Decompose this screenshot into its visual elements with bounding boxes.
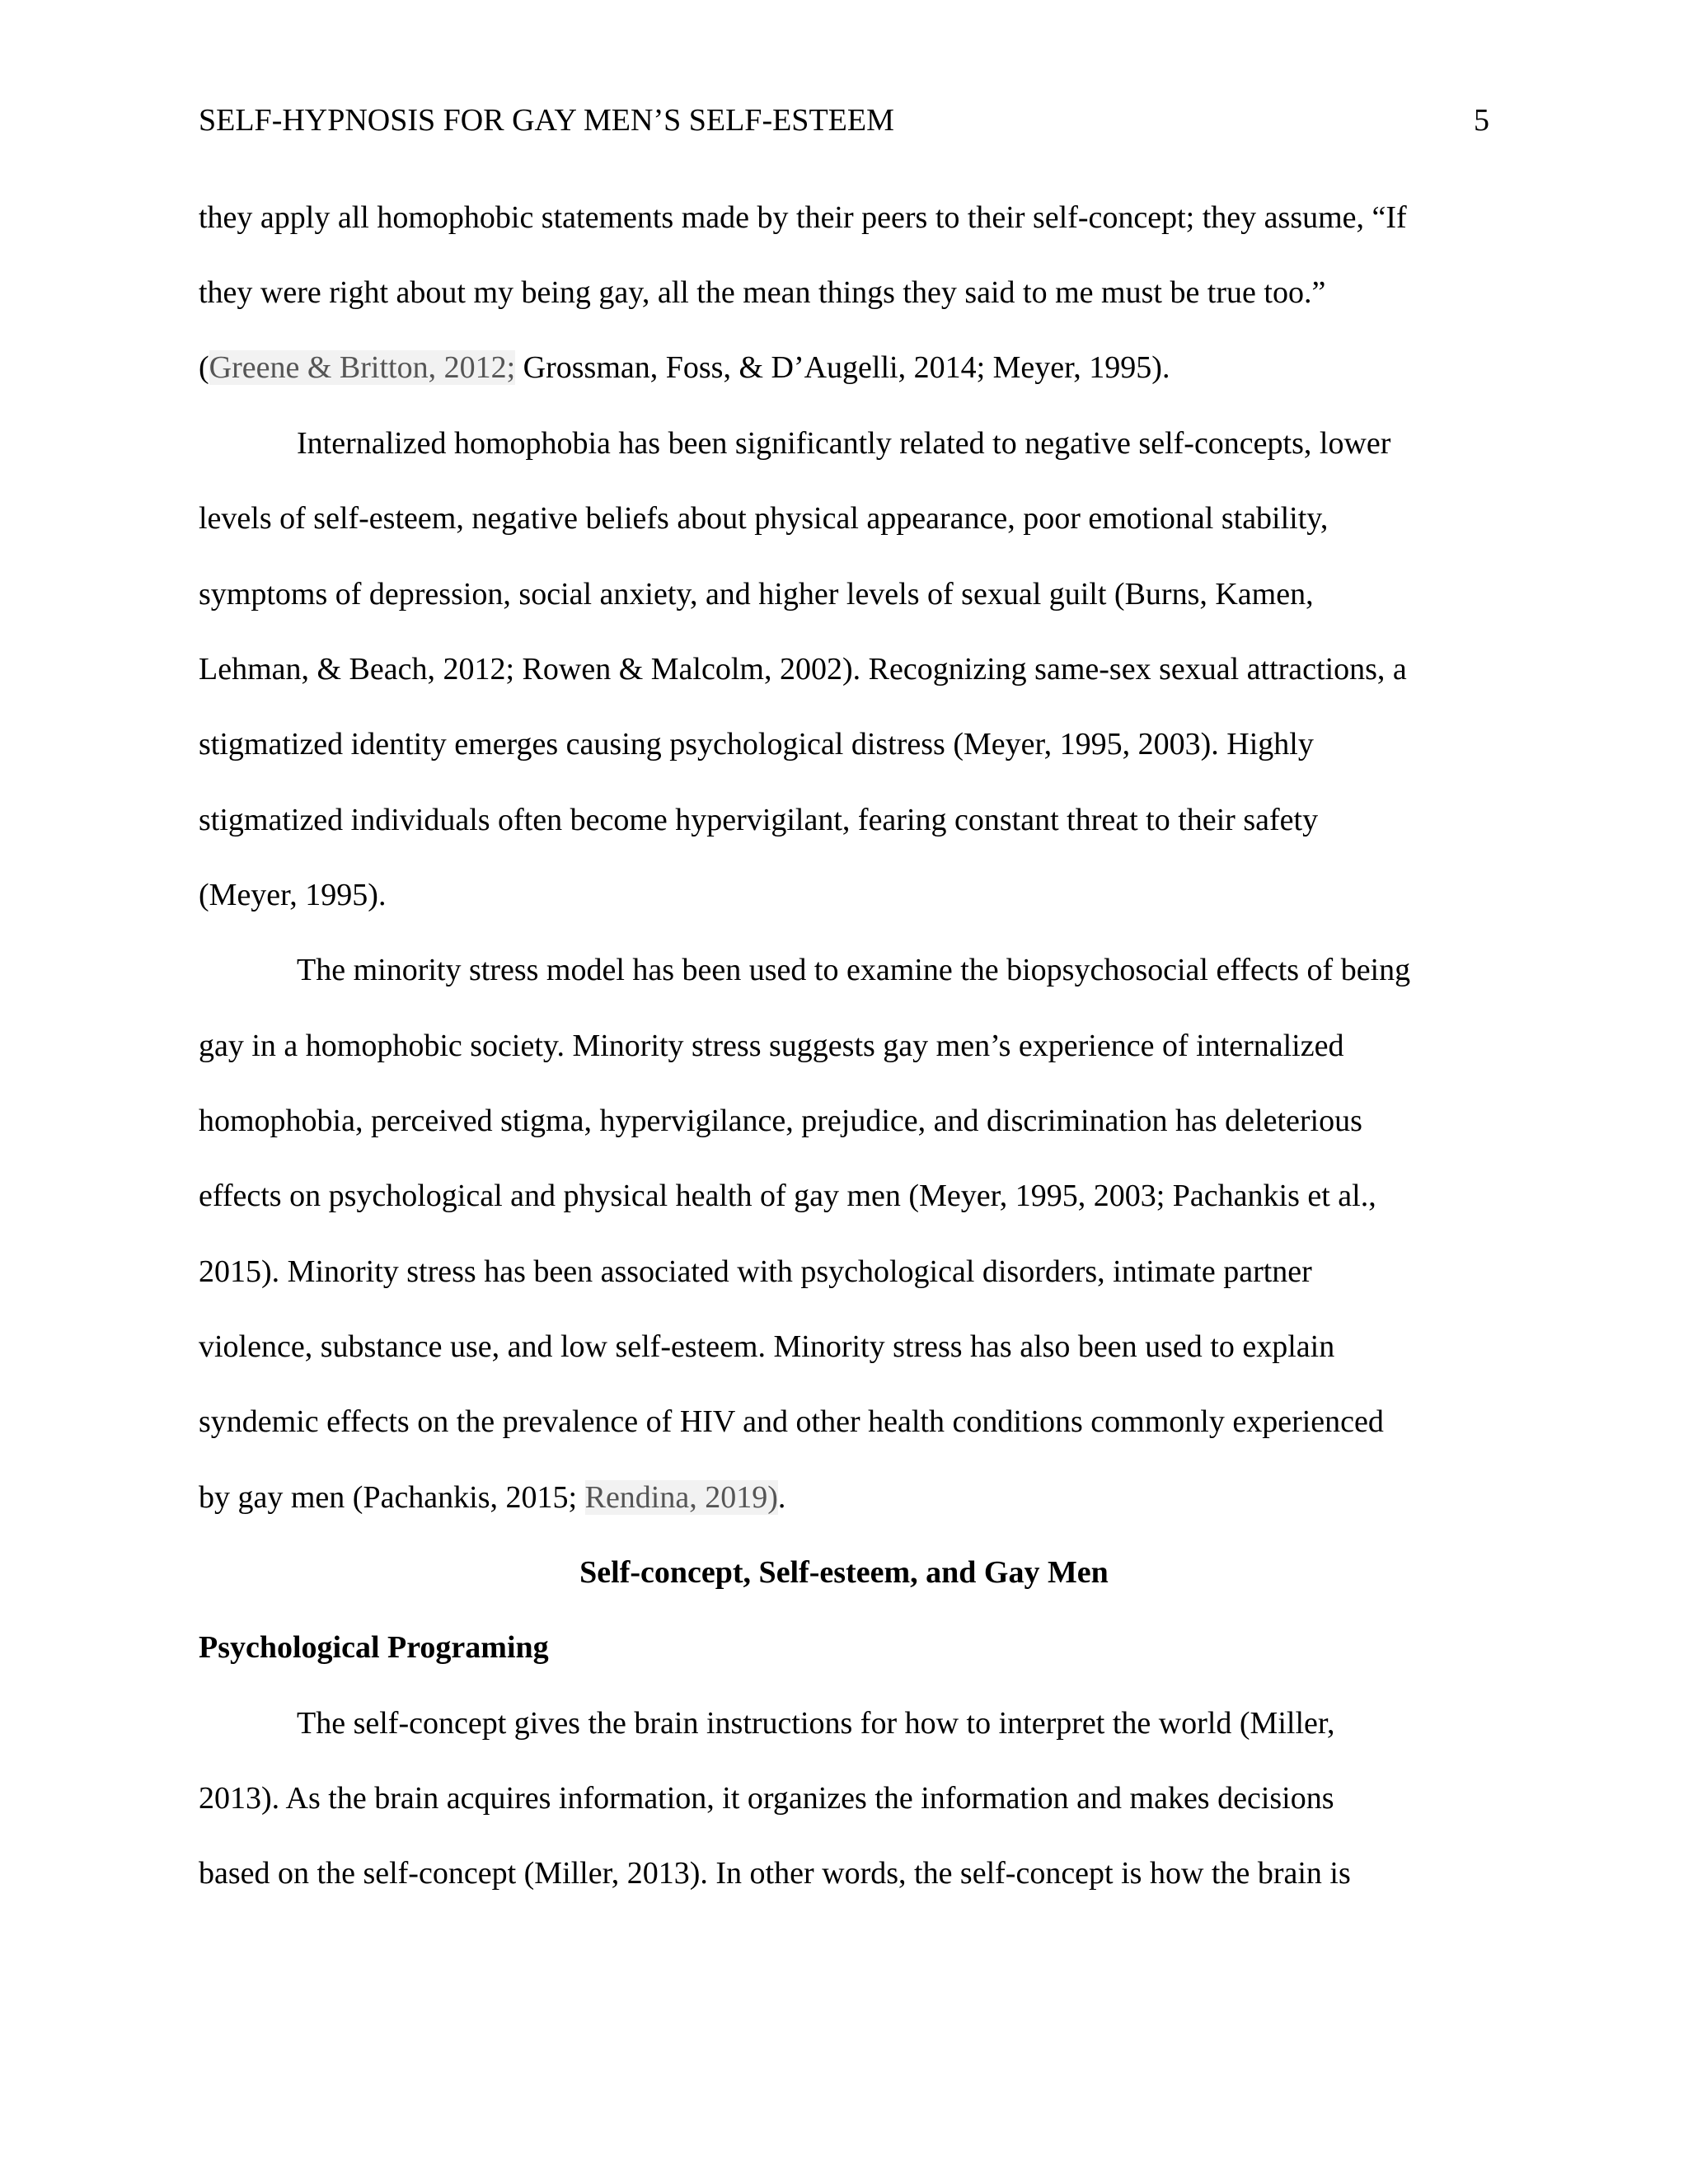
body-line-citation: [199, 1476, 785, 1519]
page-number: 5: [1474, 103, 1489, 138]
citation-rest: Grossman, Foss, & D’Augelli, 2014; Meyer, 1995).: [515, 350, 1170, 385]
paragraph-first-line: The minority stress model has been used to examine the biopsychosocial effects of being: [297, 953, 1411, 987]
citation-highlight: Rendina, 2019): [584, 1480, 778, 1515]
body-line-citation: [199, 346, 1170, 389]
running-head: [199, 99, 1489, 142]
citation-highlight: Greene & Britton, 2012;: [209, 350, 516, 385]
body-line: stigmatized identity emerges causing psychological distress (Meyer, 1995, 2003). Highly: [199, 727, 1314, 762]
body-line: violence, substance use, and low self-esteem. Minority stress has also been used to explain: [199, 1329, 1335, 1364]
body-line: 2013). As the brain acquires information, it organizes the information and makes decisions: [199, 1781, 1334, 1816]
body-line: symptoms of depression, social anxiety, and higher levels of sexual guilt (Burns, Kamen,: [199, 577, 1314, 612]
body-line: they were right about my being gay, all the mean things they said to me must be true too.”: [199, 275, 1326, 310]
body-line: based on the self-concept (Miller, 2013). In other words, the self-concept is how the brain is: [199, 1856, 1351, 1891]
open-paren: (: [199, 350, 209, 385]
paragraph-first-line: Internalized homophobia has been significantly related to negative self-concepts, lower: [297, 426, 1391, 461]
body-line: they apply all homophobic statements made by their peers to their self-concept; they assume, “If: [199, 200, 1407, 235]
body-line: syndemic effects on the prevalence of HIV and other health conditions commonly experienced: [199, 1404, 1384, 1439]
body-line: homophobia, perceived stigma, hypervigilance, prejudice, and discrimination has deleterious: [199, 1104, 1362, 1138]
body-line: levels of self-esteem, negative beliefs about physical appearance, poor emotional stability,: [199, 501, 1329, 536]
paragraph-first-line: The self-concept gives the brain instructions for how to interpret the world (Miller,: [297, 1706, 1335, 1741]
subsection-heading: Psychological Programing: [199, 1630, 549, 1665]
body-line: 2015). Minority stress has been associated with psychological disorders, intimate partner: [199, 1254, 1312, 1289]
body-line: gay in a homophobic society. Minority stress suggests gay men’s experience of internalized: [199, 1029, 1344, 1063]
running-head-title: SELF-HYPNOSIS FOR GAY MEN’S SELF-ESTEEM: [199, 103, 894, 138]
section-heading: Self-concept, Self-esteem, and Gay Men: [579, 1555, 1109, 1590]
body-line: effects on psychological and physical health of gay men (Meyer, 1995, 2003; Pachankis et al.,: [199, 1179, 1376, 1213]
citation-tail: .: [777, 1480, 786, 1515]
citation-lead: by gay men (Pachankis, 2015;: [199, 1480, 585, 1515]
body-line: Lehman, & Beach, 2012; Rowen & Malcolm, 2002). Recognizing same-sex sexual attractions, a: [199, 652, 1407, 687]
body-line: stigmatized individuals often become hypervigilant, fearing constant threat to their safety: [199, 803, 1319, 837]
body-line: (Meyer, 1995).: [199, 878, 387, 912]
